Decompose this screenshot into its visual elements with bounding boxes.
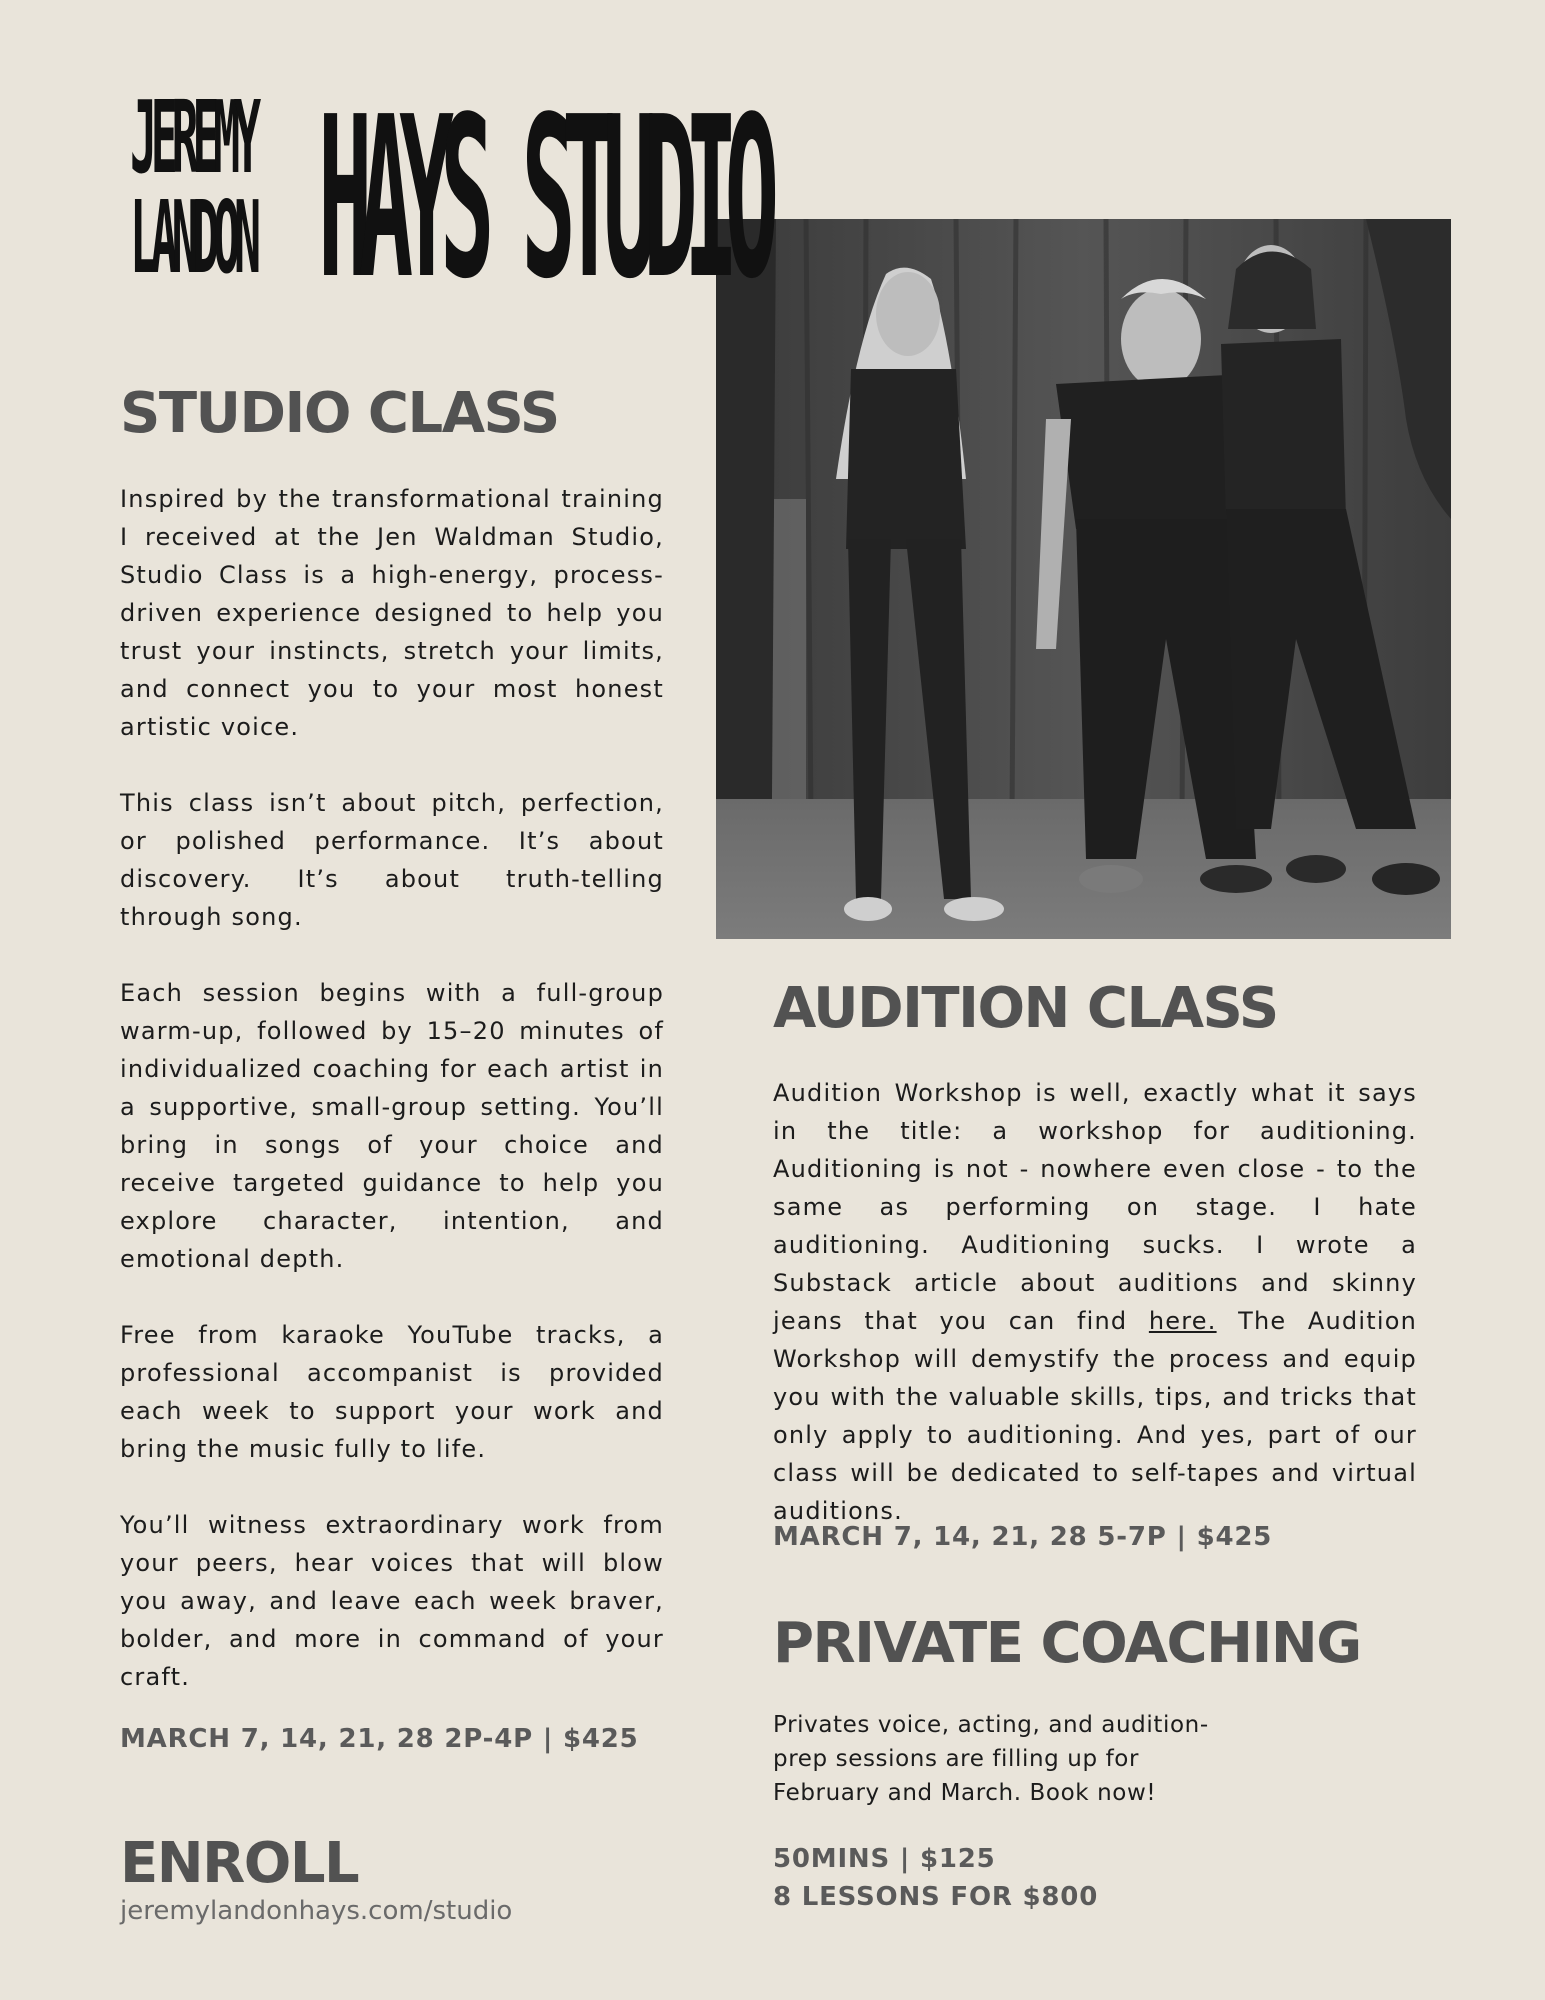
- logo-studio-name: HAYS STUDIO: [318, 70, 766, 328]
- studio-class-heading: STUDIO CLASS: [120, 381, 559, 446]
- private-coaching-package-price: 8 LESSONS FOR $800: [773, 1882, 1099, 1912]
- studio-class-paragraph-4: Free from karaoke YouTube tracks, a professional accompanist is provided each week to support your work and bring the music fully to life.: [120, 1321, 664, 1463]
- private-coaching-line-3: February and March. Book now!: [773, 1780, 1157, 1806]
- audition-text-after-link: The Audition Workshop will demystify the process and equip you with the valuable skills, tips, and tricks that only apply to auditioning. And yes, part of our class will be dedicated to self-tapes and virtual auditions.: [773, 1307, 1418, 1525]
- logo-first-name: JEREMY: [130, 79, 255, 196]
- studio-class-paragraph-5: You’ll witness extraordinary work from your peers, hear voices that will blow you away, and leave each week braver, bolder, and more in command of your craft.: [120, 1511, 664, 1691]
- private-coaching-line-1: Privates voice, acting, and audition-: [773, 1712, 1209, 1738]
- private-coaching-description: [773, 1708, 1417, 1810]
- studio-class-paragraph-1: Inspired by the transformational training I received at the Jen Waldman Studio, Studio Class is a high-energy, process-driven experience designed to help you trust your instincts, stretch your limits, and connect you to your most honest artistic voice.: [120, 485, 664, 741]
- studio-class-description: [120, 480, 664, 1696]
- private-coaching-heading: PRIVATE COACHING: [773, 1611, 1361, 1676]
- studio-class-schedule: MARCH 7, 14, 21, 28 2P-4P | $425: [120, 1724, 639, 1754]
- audition-class-schedule: MARCH 7, 14, 21, 28 5-7P | $425: [773, 1522, 1273, 1552]
- hero-photo: [716, 219, 1451, 939]
- studio-logo: [130, 70, 890, 328]
- studio-class-paragraph-2: This class isn’t about pitch, perfection, or polished performance. It’s about discovery. It’s about truth-telling through song.: [120, 789, 664, 931]
- private-coaching-single-price: 50MINS | $125: [773, 1844, 996, 1874]
- performers-photo-illustration: [716, 219, 1451, 939]
- enroll-url[interactable]: jeremylandonhays.com/studio: [120, 1896, 513, 1926]
- private-coaching-line-2: prep sessions are filling up for: [773, 1746, 1140, 1772]
- audition-class-description: [773, 1074, 1417, 1530]
- audition-text-before-link: Audition Workshop is well, exactly what it says in the title: a workshop for auditioning. Auditioning is not - nowhere even close - to the same as performing on stage. I hate auditioning. Auditioning sucks. I wrote a Substack article about auditions and skinny jeans that you can find: [773, 1079, 1417, 1335]
- logo-middle-name: LANDON: [130, 179, 255, 296]
- enroll-heading: ENROLL: [120, 1831, 359, 1896]
- studio-class-paragraph-3: Each session begins with a full-group warm-up, followed by 15–20 minutes of individualized coaching for each artist in a supportive, small-group setting. You’ll bring in songs of your choice and receive targeted guidance to help you explore character, intention, and emotional depth.: [120, 979, 664, 1273]
- audition-class-heading: AUDITION CLASS: [773, 976, 1278, 1041]
- substack-article-link[interactable]: here.: [1148, 1307, 1217, 1335]
